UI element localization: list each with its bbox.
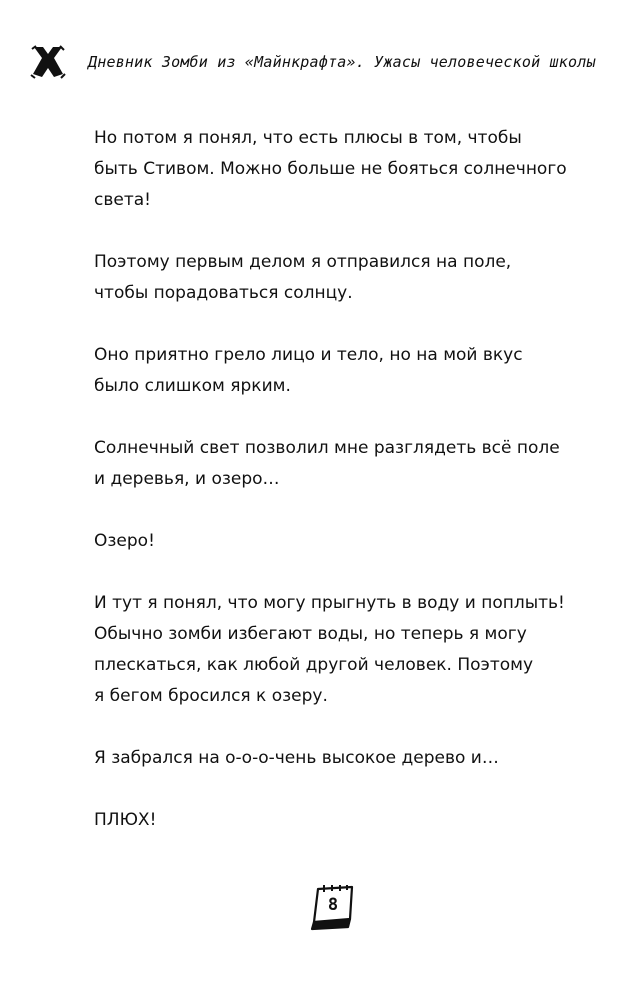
paragraph [94, 526, 594, 557]
text-line: быть Стивом. Можно больше не бояться солнечного [94, 159, 567, 179]
text-line: Озеро! [94, 531, 155, 551]
text-line: Я забрался на о-о-о-чень высокое дерево и… [94, 748, 499, 768]
paragraph [94, 247, 594, 309]
text-line: было слишком ярким. [94, 376, 291, 396]
text-line: я бегом бросился к озеру. [94, 686, 328, 706]
crossed-swords-icon [30, 44, 66, 80]
running-header-title: Дневник Зомби из «Майнкрафта». Ужасы человеческой школы [88, 53, 596, 71]
text-line: ПЛЮХ! [94, 810, 157, 830]
page-number-badge [308, 885, 360, 933]
paragraph [94, 805, 594, 836]
text-line: чтобы порадоваться солнцу. [94, 283, 353, 303]
text-line: Но потом я понял, что есть плюсы в том, чтобы [94, 128, 522, 148]
text-line: и деревья, и озеро… [94, 469, 280, 489]
paragraph [94, 123, 594, 216]
text-line: плескаться, как любой другой человек. Поэтому [94, 655, 534, 675]
paragraph [94, 743, 594, 774]
page-number: 8 [327, 895, 339, 915]
text-line: Оно приятно грело лицо и тело, но на мой вкус [94, 345, 523, 365]
paragraph [94, 433, 594, 495]
running-header [30, 42, 620, 82]
text-line: света! [94, 190, 151, 210]
text-line: Поэтому первым делом я отправился на поле, [94, 252, 512, 272]
text-line: Солнечный свет позволил мне разглядеть всё поле [94, 438, 560, 458]
page-body [94, 123, 594, 867]
text-line: Обычно зомби избегают воды, но теперь я могу [94, 624, 527, 644]
paragraph [94, 340, 594, 402]
paragraph [94, 588, 594, 712]
text-line: И тут я понял, что могу прыгнуть в воду и поплыть! [94, 593, 565, 613]
